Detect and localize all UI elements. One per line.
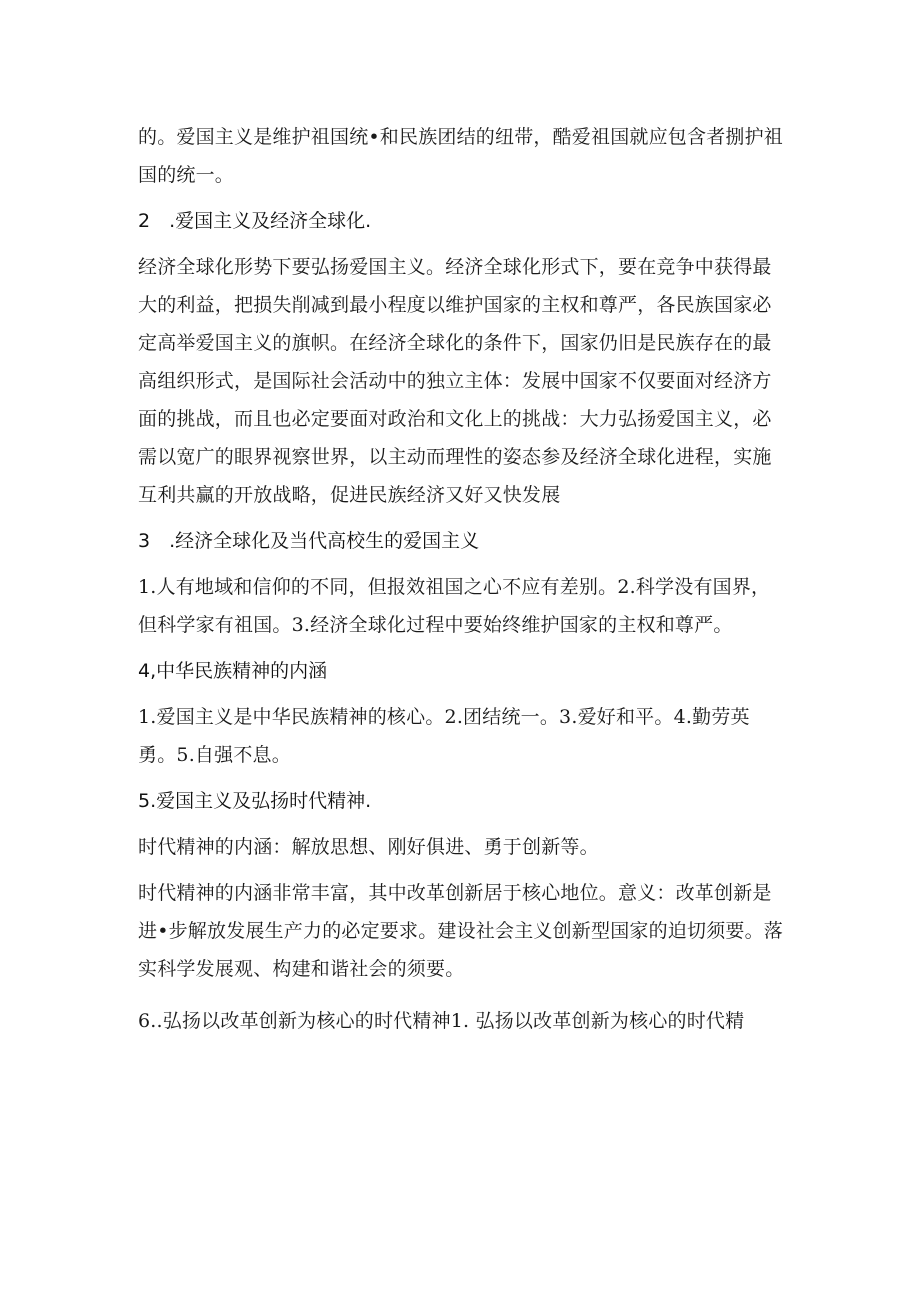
paragraph-patriotism-unity: 的。爱国主义是维护祖国统•和民族团结的纽带，酷爱祖国就应包含者捌护祖国的统一。 [138,126,784,186]
heading-era-spirit: 5.爱国主义及弘扬时代精神. [138,790,372,812]
paragraph-national-spirit: 1.爱国主义是中华民族精神的核心。2.团结统一。3.爱好和平。4.勤劳英勇。5.自强不息。 [138,706,750,766]
document-page [138,118,788,1048]
heading-national-spirit: 4,中华民族精神的内涵 [138,660,328,682]
paragraph-reform-innovation: 时代精神的内涵非常丰富，其中改革创新居于核心地位。意义：改革创新是进•步解放发展生产力的必定要求。建设社会主义创新型国家的迫切须要。落实科学发展观、构建和谐社会的须要。 [138,882,784,980]
heading-patriotism-globalization: 2 .爱国主义及经济全球化. [138,210,372,232]
paragraph-reform-heading-line: 6..弘扬以改革创新为核心的时代精神1. 弘扬以改革创新为核心的时代精 [138,1010,745,1032]
paragraph-globalization: 经济全球化形势下要弘扬爱国主义。经济全球化形式下，要在竞争中获得最大的利益，把损失削减到最小程度以维护国家的主权和尊严，各民族国家必定高举爱国主义的旗帜。在经济全球化的条件下，国家仍旧是民族存在的最高组织形式，是国际社会活动中的独立主体：发展中国家不仅要面对经济方面的挑战，而且也必定要面对政治和文化上的挑战：大力弘扬爱国主义，必需以宽广的眼界视察世界，以主动而理性的姿态参及经济全球化进程，实施互利共赢的开放战略，促进民族经济又好又快发展 [138,256,772,506]
heading-college-students: 3 .经济全球化及当代高校生的爱国主义 [138,530,480,552]
paragraph-era-spirit-connotation: 时代精神的内涵：解放思想、刚好俱进、勇于创新等。 [138,836,599,858]
paragraph-college-students: 1.人有地域和信仰的不同，但报效祖国之心不应有差别。2.科学没有国界，但科学家有祖国。3.经济全球化过程中要始终维护国家的主权和尊严。 [138,576,771,636]
